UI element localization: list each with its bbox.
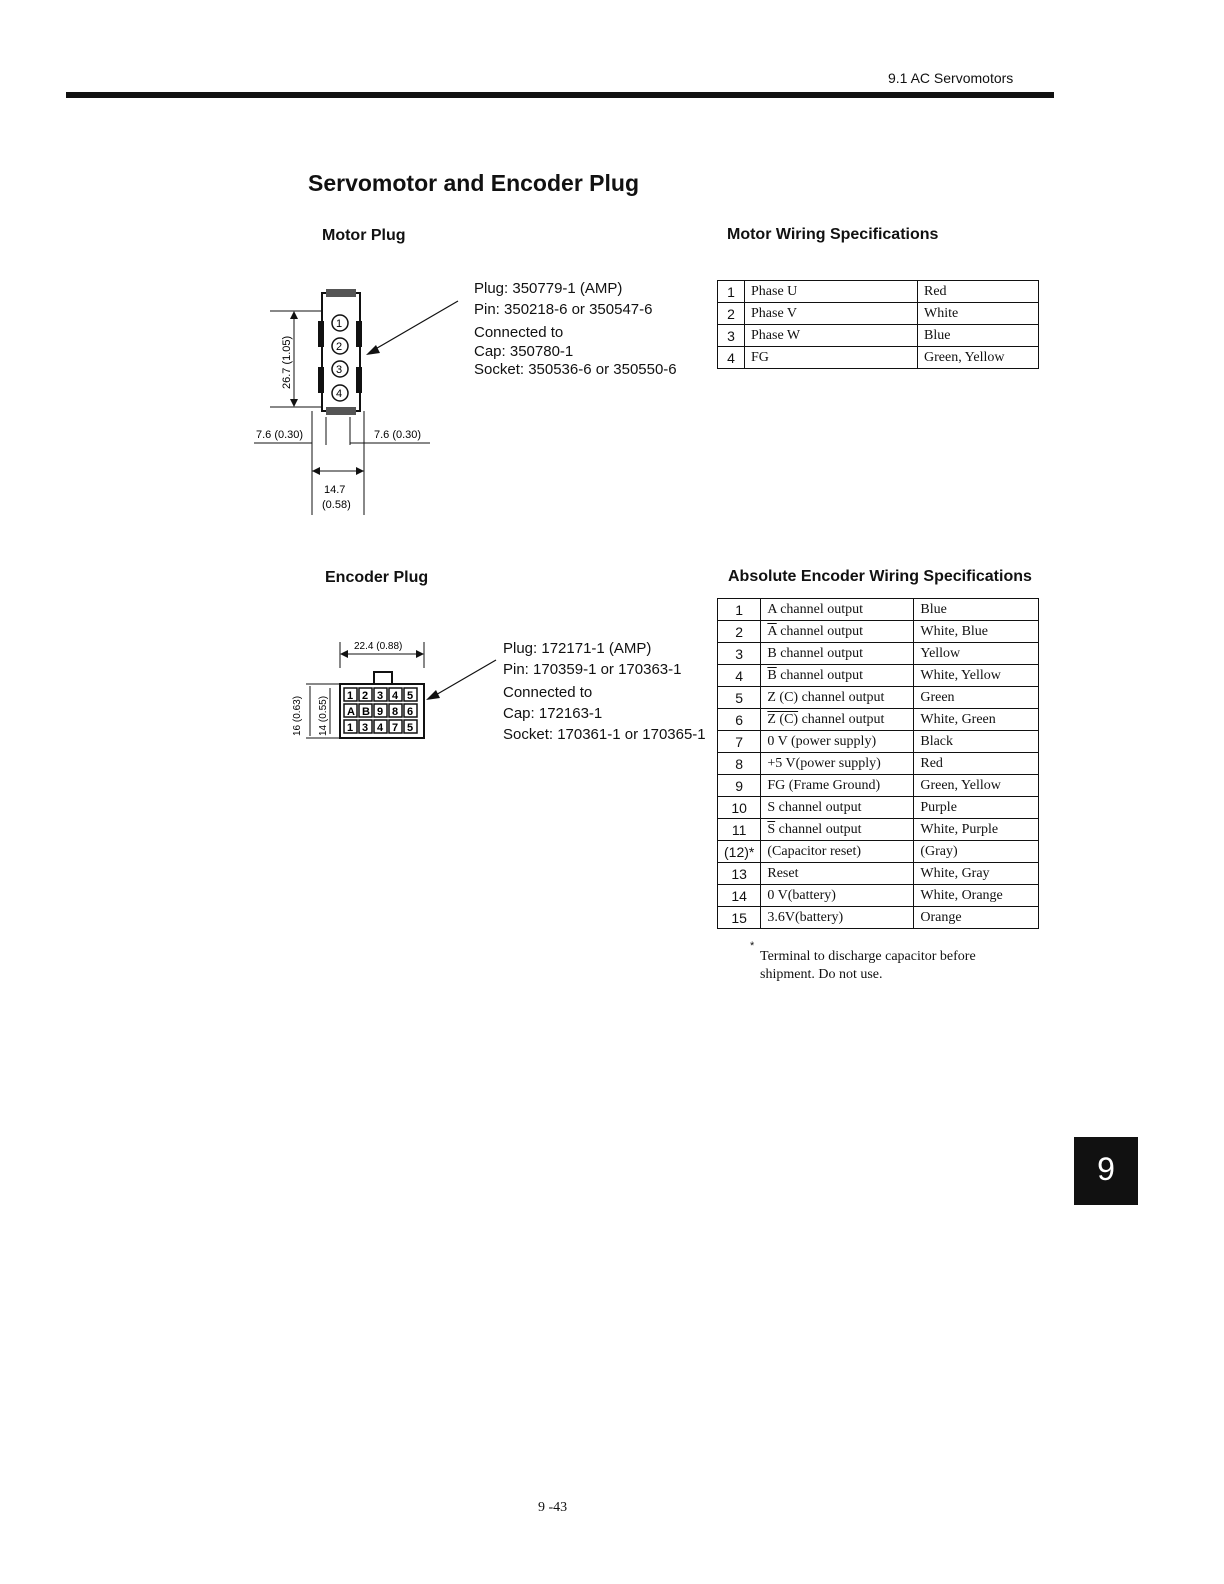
table-row: [718, 621, 1039, 643]
signal-overline: $\overline{B}$: [767, 667, 777, 683]
motor-dim-height: 26.7 (1.05): [281, 335, 293, 389]
enc-pin: 3: [362, 722, 369, 734]
encoder-pins-top: [344, 688, 417, 702]
encoder-dim-width: 22.4 (0.88): [354, 641, 403, 652]
encoder-wiring-heading: Absolute Encoder Wiring Specifications: [728, 568, 1032, 585]
table-row: [718, 643, 1039, 665]
encoder-row-signal: [761, 841, 914, 863]
encoder-row-no: 8: [718, 753, 761, 775]
encoder-spec-plug: Plug: 172171-1 (AMP): [503, 640, 652, 657]
enc-pin: 1: [347, 690, 354, 702]
encoder-spec-connected: Connected to: [503, 684, 593, 701]
motor-wiring-table: [717, 280, 1039, 369]
encoder-spec-socket: Socket: 170361-1 or 170365-1: [503, 726, 706, 743]
table-row: [718, 303, 1039, 325]
motor-row-no: 1: [718, 281, 745, 303]
table-row: [718, 347, 1039, 369]
encoder-row-signal: [761, 797, 914, 819]
encoder-row-signal: [761, 885, 914, 907]
encoder-row-color: Orange: [914, 907, 1039, 929]
motor-plug-heading: Motor Plug: [322, 227, 406, 244]
table-row: [718, 599, 1039, 621]
encoder-row-no: 3: [718, 643, 761, 665]
motor-row-color: Blue: [918, 325, 1039, 347]
motor-pin-2: 2: [336, 341, 343, 353]
signal-text: channel output: [798, 711, 885, 727]
signal-text: Reset: [767, 865, 799, 881]
enc-pin: 5: [407, 690, 414, 702]
motor-plug-spec: [474, 278, 677, 379]
table-row: [718, 325, 1039, 347]
signal-text: B channel output: [767, 645, 864, 661]
enc-pin: 7: [392, 722, 399, 734]
footnote: Terminal to discharge capacitor before shipment. Do not use.: [760, 949, 976, 982]
encoder-spec-pin: Pin: 170359-1 or 170363-1: [503, 661, 682, 678]
enc-pin: 1: [347, 722, 354, 734]
enc-pin: 3: [377, 690, 384, 702]
encoder-row-color: Green, Yellow: [914, 775, 1039, 797]
signal-text: A channel output: [767, 601, 864, 617]
motor-row-color: Green, Yellow: [918, 347, 1039, 369]
encoder-row-color: White, Green: [914, 709, 1039, 731]
table-row: [718, 753, 1039, 775]
encoder-row-signal: [761, 819, 914, 841]
encoder-row-color: Black: [914, 731, 1039, 753]
signal-text: (Capacitor reset): [767, 843, 862, 859]
table-row: [718, 665, 1039, 687]
motor-dim-width: 14.7: [324, 484, 346, 496]
enc-pin: 2: [362, 690, 369, 702]
signal-text: S channel output: [767, 799, 862, 815]
enc-pin: 4: [392, 690, 399, 702]
motor-row-signal: FG: [745, 347, 918, 369]
table-row: [718, 731, 1039, 753]
signal-overline: $\overline{S}$: [767, 821, 776, 837]
motor-row-color: Red: [918, 281, 1039, 303]
table-row: [718, 687, 1039, 709]
enc-pin: 8: [392, 706, 399, 718]
encoder-row-signal: [761, 599, 914, 621]
encoder-row-color: White, Purple: [914, 819, 1039, 841]
encoder-row-color: Blue: [914, 599, 1039, 621]
motor-pin-1: 1: [336, 318, 343, 330]
enc-pin: A: [347, 706, 355, 718]
encoder-row-signal: [761, 709, 914, 731]
signal-text: channel output: [776, 623, 864, 639]
table-row: [718, 885, 1039, 907]
motor-pin-4: 4: [336, 388, 343, 400]
table-row: [718, 709, 1039, 731]
enc-pin: B: [362, 706, 370, 718]
motor-row-no: 2: [718, 303, 745, 325]
encoder-row-signal: [761, 665, 914, 687]
enc-pin: 9: [377, 706, 384, 718]
signal-text: 0 V(battery): [767, 887, 836, 903]
page-number: 9 -43: [538, 1500, 568, 1515]
motor-spec-pin: Pin: 350218-6 or 350547-6: [474, 301, 653, 318]
encoder-row-no: (12)*: [718, 841, 761, 863]
signal-overline: $\overline{A}$: [767, 623, 777, 639]
encoder-pins-bot: [344, 720, 417, 734]
section-header: 9.1 AC Servomotors: [888, 70, 1014, 86]
motor-spec-plug: Plug: 350779-1 (AMP): [474, 280, 623, 297]
motor-dim-width-in: (0.58): [322, 499, 351, 511]
table-row: [718, 907, 1039, 929]
motor-spec-socket: Socket: 350536-6 or 350550-6: [474, 361, 677, 378]
motor-spec-cap: Cap: 350780-1: [474, 343, 574, 360]
encoder-row-color: White, Orange: [914, 885, 1039, 907]
encoder-row-no: 15: [718, 907, 761, 929]
motor-row-signal: Phase V: [745, 303, 918, 325]
encoder-row-color: Green: [914, 687, 1039, 709]
encoder-row-no: 10: [718, 797, 761, 819]
encoder-row-color: Yellow: [914, 643, 1039, 665]
encoder-row-color: Purple: [914, 797, 1039, 819]
motor-spec-connected: Connected to: [474, 324, 564, 341]
signal-text: FG (Frame Ground): [767, 777, 881, 793]
encoder-row-signal: [761, 731, 914, 753]
table-row: [718, 775, 1039, 797]
encoder-row-no: 5: [718, 687, 761, 709]
footnote-mark: *: [750, 940, 755, 952]
encoder-row-color: White, Yellow: [914, 665, 1039, 687]
encoder-spec-cap: Cap: 172163-1: [503, 705, 603, 722]
signal-text: Z (C) channel output: [767, 689, 885, 705]
encoder-row-no: 13: [718, 863, 761, 885]
encoder-row-signal: [761, 687, 914, 709]
encoder-row-no: 9: [718, 775, 761, 797]
table-row: [718, 863, 1039, 885]
signal-text: +5 V(power supply): [767, 755, 881, 771]
motor-row-signal: Phase W: [745, 325, 918, 347]
signal-overline: Z (C): [767, 711, 799, 727]
signal-text: 0 V (power supply): [767, 733, 877, 749]
encoder-row-signal: [761, 775, 914, 797]
encoder-row-color: White, Blue: [914, 621, 1039, 643]
signal-text: channel output: [776, 667, 864, 683]
encoder-row-signal: [761, 863, 914, 885]
motor-row-color: White: [918, 303, 1039, 325]
motor-row-signal: Phase U: [745, 281, 918, 303]
encoder-row-no: 4: [718, 665, 761, 687]
signal-text: 3.6V(battery): [767, 909, 844, 925]
encoder-row-no: 6: [718, 709, 761, 731]
encoder-dim-inner: 14 (0.55): [318, 695, 329, 736]
encoder-row-signal: [761, 621, 914, 643]
encoder-row-color: White, Gray: [914, 863, 1039, 885]
encoder-row-signal: [761, 753, 914, 775]
motor-plug-drawing: [250, 285, 470, 520]
motor-wiring-heading: Motor Wiring Specifications: [727, 226, 939, 243]
encoder-row-signal: [761, 643, 914, 665]
page-title: Servomotor and Encoder Plug: [308, 170, 639, 196]
encoder-row-no: 1: [718, 599, 761, 621]
encoder-plug-heading: Encoder Plug: [325, 569, 429, 586]
table-row: [718, 797, 1039, 819]
enc-pin: 6: [407, 706, 414, 718]
encoder-dim-outer: 16 (0.63): [292, 695, 303, 736]
encoder-pins-mid: [344, 704, 417, 718]
motor-pin-3: 3: [336, 364, 343, 376]
table-row: [718, 819, 1039, 841]
motor-dim-right: 7.6 (0.30): [374, 429, 422, 441]
signal-text: channel output: [775, 821, 862, 837]
motor-row-no: 3: [718, 325, 745, 347]
encoder-plug-drawing: [284, 632, 504, 747]
encoder-row-no: 7: [718, 731, 761, 753]
table-row: [718, 281, 1039, 303]
table-row: [718, 841, 1039, 863]
motor-dim-left: 7.6 (0.30): [256, 429, 304, 441]
encoder-row-no: 2: [718, 621, 761, 643]
encoder-row-no: 11: [718, 819, 761, 841]
encoder-row-signal: [761, 907, 914, 929]
encoder-wiring-table: [717, 598, 1039, 929]
encoder-row-color: (Gray): [914, 841, 1039, 863]
encoder-row-color: Red: [914, 753, 1039, 775]
encoder-plug-spec: [503, 638, 706, 745]
enc-pin: 5: [407, 722, 414, 734]
enc-pin: 4: [377, 722, 384, 734]
encoder-row-no: 14: [718, 885, 761, 907]
header-rule: [66, 92, 1054, 98]
motor-plug-pins: [332, 315, 348, 401]
chapter-tab: 9: [1074, 1137, 1138, 1205]
motor-row-no: 4: [718, 347, 745, 369]
